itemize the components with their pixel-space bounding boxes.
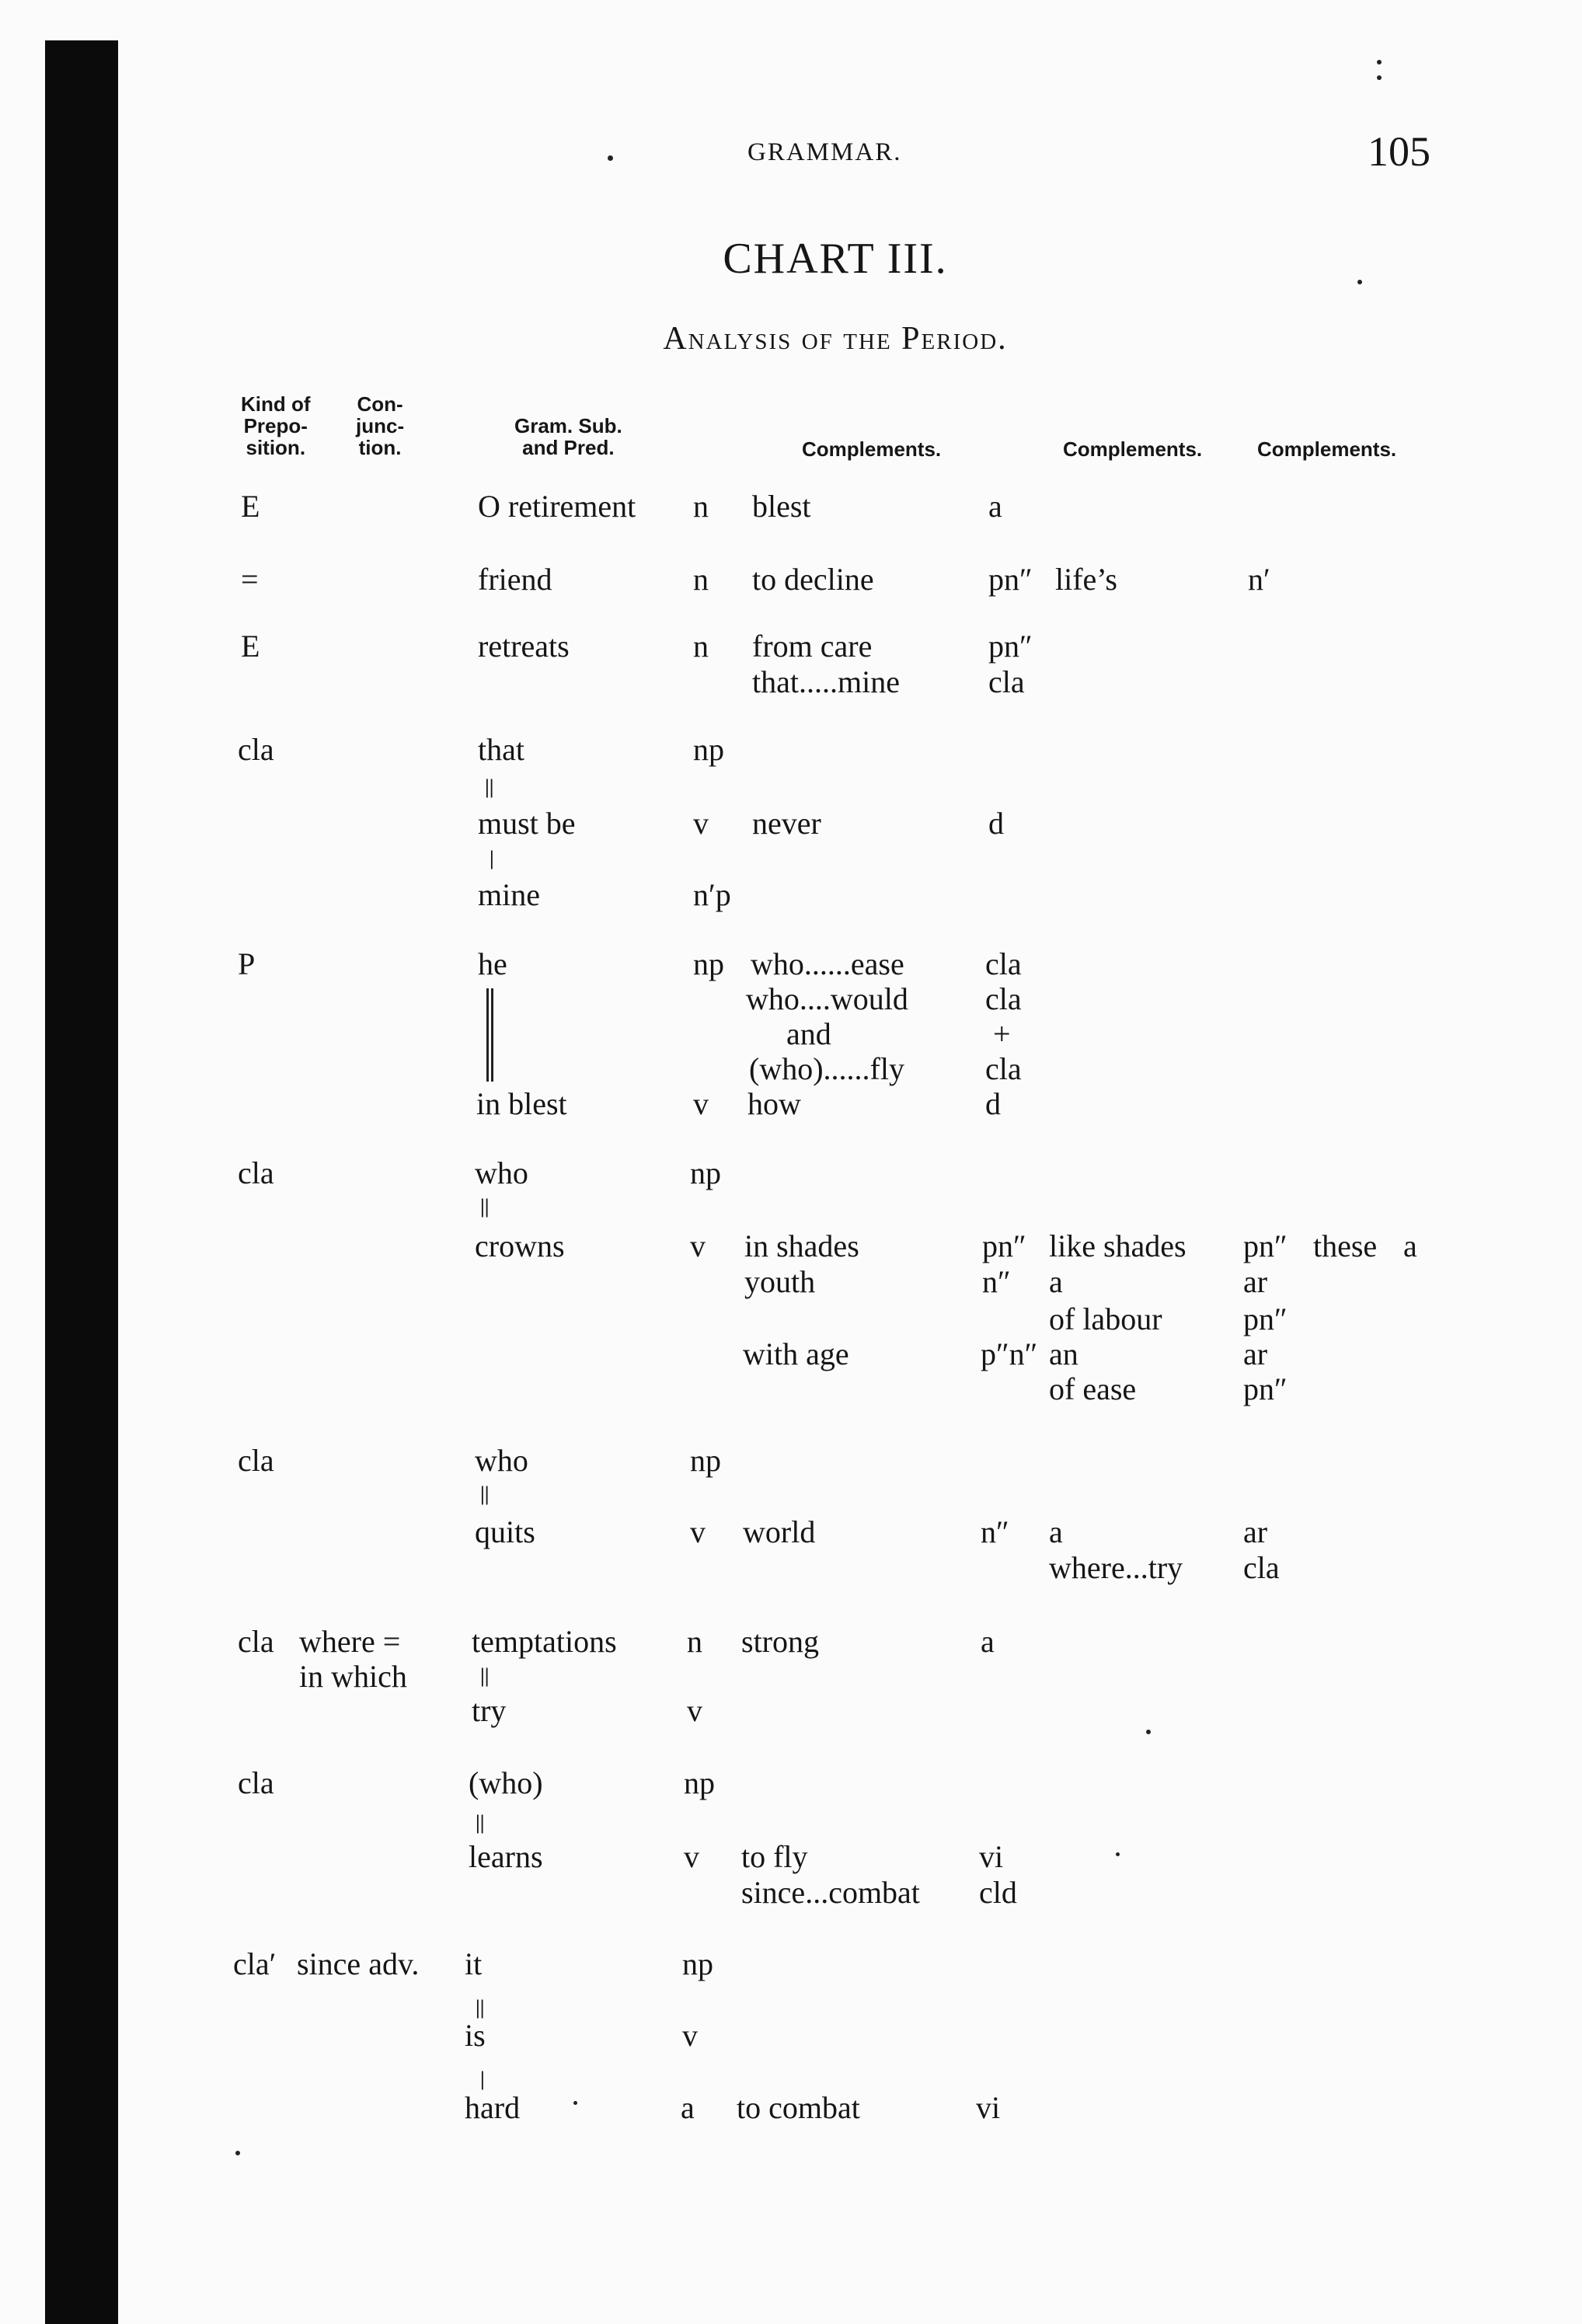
table-cell-c2-tag: pn″ — [1243, 1371, 1288, 1406]
table-cell-c1: who......ease — [751, 946, 904, 981]
table-cell-conj: since adv. — [297, 1946, 420, 1981]
print-speck — [1116, 1852, 1120, 1856]
table-cell-pred-tag: v — [693, 806, 709, 841]
table-cell-kind: cla — [238, 1155, 274, 1190]
table-cell-pred-tag: np — [682, 1946, 713, 1981]
print-speck — [1146, 1730, 1151, 1734]
table-cell-pred: hard — [465, 2090, 521, 2125]
table-cell-kind: cla — [238, 1443, 274, 1478]
table-cell-c1: to decline — [752, 562, 874, 597]
table-cell-kind: cla — [238, 732, 274, 767]
table-cell-pred: is — [465, 2018, 486, 2053]
header-line: and Pred. — [522, 436, 615, 459]
subject-predicate-connector: || — [480, 1664, 490, 1687]
table-cell-pred-tag: np — [693, 732, 724, 767]
table-cell-c2: a — [1049, 1514, 1063, 1549]
table-cell-pred-tag: np — [690, 1443, 721, 1478]
print-speck — [1377, 60, 1382, 64]
table-cell-kind: E — [241, 629, 260, 664]
table-cell-c1: with age — [743, 1336, 849, 1371]
table-cell-c1: world — [743, 1514, 816, 1549]
table-cell-c1: to combat — [737, 2090, 860, 2125]
table-cell-c2: like shades — [1049, 1228, 1186, 1263]
header-line: Prepo- — [243, 414, 308, 437]
header-line: tion. — [358, 436, 402, 459]
table-cell-pred: in blest — [476, 1086, 567, 1121]
connector-bar — [486, 988, 489, 1082]
header-conjunction — [356, 393, 404, 458]
table-cell-pred: learns — [469, 1839, 543, 1874]
table-cell-c1-tag: pn″ — [982, 1228, 1026, 1263]
table-cell-pred-tag: v — [687, 1693, 702, 1728]
table-cell-pred: that — [478, 732, 524, 767]
header-line: junc- — [356, 414, 405, 437]
table-cell-pred: O retirement — [478, 489, 636, 524]
print-speck — [608, 155, 613, 161]
table-cell-pred-tag: n — [693, 489, 709, 524]
table-cell-c1-tag: d — [988, 806, 1004, 841]
subject-predicate-connector: || — [476, 1811, 485, 1834]
table-cell-pred-tag: v — [690, 1514, 706, 1549]
connector-bar — [491, 988, 493, 1082]
table-cell-conj: where = — [299, 1624, 401, 1659]
header-line: sition. — [246, 436, 306, 459]
table-cell-c1-tag: cla — [988, 664, 1025, 699]
table-cell-c1-tag: cla — [985, 981, 1022, 1016]
subject-predicate-connector: || — [485, 775, 494, 798]
table-cell-kind: cla — [238, 1624, 274, 1659]
table-cell-pred-tag: v — [684, 1839, 699, 1874]
predicate-complement-connector: | — [480, 2068, 485, 2090]
table-cell-pred-tag: n — [687, 1624, 702, 1659]
table-cell-pred: retreats — [478, 629, 570, 664]
subject-predicate-connector: || — [480, 1195, 490, 1218]
table-cell-pred-tag: a — [681, 2090, 695, 2125]
table-cell-pred-tag: n — [693, 562, 709, 597]
page-number: 105 — [1368, 128, 1430, 175]
table-cell-c2-tag: pn″ — [1243, 1228, 1288, 1263]
table-cell-c1: that.....mine — [752, 664, 900, 699]
table-cell-c2-tag: cla — [1243, 1550, 1280, 1585]
table-cell-pred-tag: np — [693, 946, 724, 981]
table-cell-kind: P — [238, 946, 256, 981]
table-cell-pred: it — [465, 1946, 483, 1981]
table-cell-c1-tag: a — [988, 489, 1002, 524]
table-cell-c1-tag: n″ — [981, 1514, 1009, 1549]
table-cell-c1: who....would — [746, 981, 908, 1016]
binding-edge — [45, 40, 118, 2324]
print-speck — [1357, 280, 1362, 284]
table-cell-pred-tag: v — [690, 1228, 706, 1263]
table-cell-c1-tag: cld — [979, 1875, 1017, 1910]
table-cell-c3-tag: a — [1403, 1228, 1417, 1263]
table-cell-c1-tag: vi — [976, 2090, 1001, 2125]
table-cell-pred: crowns — [475, 1228, 565, 1263]
table-cell-c2-tag: ar — [1243, 1336, 1268, 1371]
table-cell-c2-tag: pn″ — [1243, 1301, 1288, 1336]
header-complements-1: Complements. — [802, 437, 942, 461]
header-line: Kind of — [241, 392, 311, 416]
table-cell-c1-tag: pn″ — [988, 629, 1033, 664]
chart-title: CHART III. — [723, 235, 948, 283]
table-cell-c1-tag: cla — [985, 1051, 1022, 1086]
print-speck — [1377, 75, 1382, 80]
table-cell-c1: to fly — [741, 1839, 808, 1874]
table-cell-pred-tag: np — [690, 1155, 721, 1190]
table-cell-pred-tag: n — [693, 629, 709, 664]
table-cell-pred: mine — [478, 877, 540, 912]
table-cell-pred-tag: n′p — [693, 877, 731, 912]
table-cell-c2: a — [1049, 1264, 1063, 1299]
table-cell-c2-tag: ar — [1243, 1514, 1268, 1549]
table-cell-c1-tag: pn″ — [988, 562, 1033, 597]
table-cell-c1-tag: + — [993, 1016, 1011, 1051]
table-cell-c1-tag: a — [981, 1624, 995, 1659]
running-head: GRAMMAR. — [747, 138, 902, 166]
header-kind-of-proposition — [241, 393, 311, 458]
table-cell-pred: friend — [478, 562, 552, 597]
table-cell-c1-tag: cla — [985, 946, 1022, 981]
table-cell-pred-tag: np — [684, 1765, 715, 1800]
table-cell-c2: where...try — [1049, 1550, 1183, 1585]
table-cell-c1-tag: p″n″ — [981, 1336, 1038, 1371]
table-cell-pred: who — [475, 1443, 528, 1478]
table-cell-c1: and — [786, 1016, 831, 1051]
table-cell-pred-tag: v — [693, 1086, 709, 1121]
table-cell-c1: in shades — [744, 1228, 859, 1263]
table-cell-c1: how — [747, 1086, 801, 1121]
table-cell-c1-tag: n″ — [982, 1264, 1011, 1299]
table-cell-c1: (who)......fly — [749, 1051, 904, 1086]
table-cell-c2-tag: ar — [1243, 1264, 1268, 1299]
predicate-complement-connector: | — [490, 847, 494, 869]
table-cell-pred: he — [478, 946, 507, 981]
table-cell-c1: strong — [741, 1624, 819, 1659]
table-cell-c1: from care — [752, 629, 873, 664]
table-cell-c1: blest — [752, 489, 811, 524]
table-cell-c2: of labour — [1049, 1301, 1162, 1336]
print-speck — [573, 2101, 577, 2105]
table-cell-kind: = — [241, 562, 259, 597]
chart-subtitle: Analysis of the Period. — [663, 321, 1008, 357]
table-cell-kind: cla — [238, 1765, 274, 1800]
table-cell-c1: never — [752, 806, 821, 841]
table-cell-pred: (who) — [469, 1765, 543, 1800]
table-cell-c1-tag: d — [985, 1086, 1001, 1121]
print-speck — [235, 2151, 240, 2155]
table-cell-pred: who — [475, 1155, 528, 1190]
table-cell-conj: in which — [299, 1659, 407, 1694]
table-cell-pred-tag: v — [682, 2018, 698, 2053]
header-line: Gram. Sub. — [514, 414, 622, 437]
table-cell-kind: E — [241, 489, 260, 524]
table-cell-c2: an — [1049, 1336, 1078, 1371]
table-cell-c2: life’s — [1055, 562, 1117, 597]
table-cell-pred: must be — [478, 806, 576, 841]
header-complements-2: Complements. — [1063, 437, 1203, 461]
table-cell-kind: cla′ — [233, 1946, 277, 1981]
header-gram-sub-pred — [514, 415, 622, 458]
header-line: Con- — [357, 392, 403, 416]
table-cell-c2: of ease — [1049, 1371, 1137, 1406]
table-cell-pred: temptations — [472, 1624, 617, 1659]
subject-predicate-connector: || — [480, 1483, 490, 1505]
table-cell-pred: quits — [475, 1514, 535, 1549]
table-cell-c2-tag: n′ — [1248, 562, 1270, 597]
table-cell-c3: these — [1313, 1228, 1378, 1263]
table-cell-c1-tag: vi — [979, 1839, 1004, 1874]
table-cell-pred: try — [472, 1693, 507, 1728]
table-cell-c1: youth — [744, 1264, 816, 1299]
header-complements-3: Complements. — [1257, 437, 1397, 461]
table-cell-c1: since...combat — [741, 1875, 920, 1910]
subject-predicate-connector: || — [476, 1996, 485, 2019]
